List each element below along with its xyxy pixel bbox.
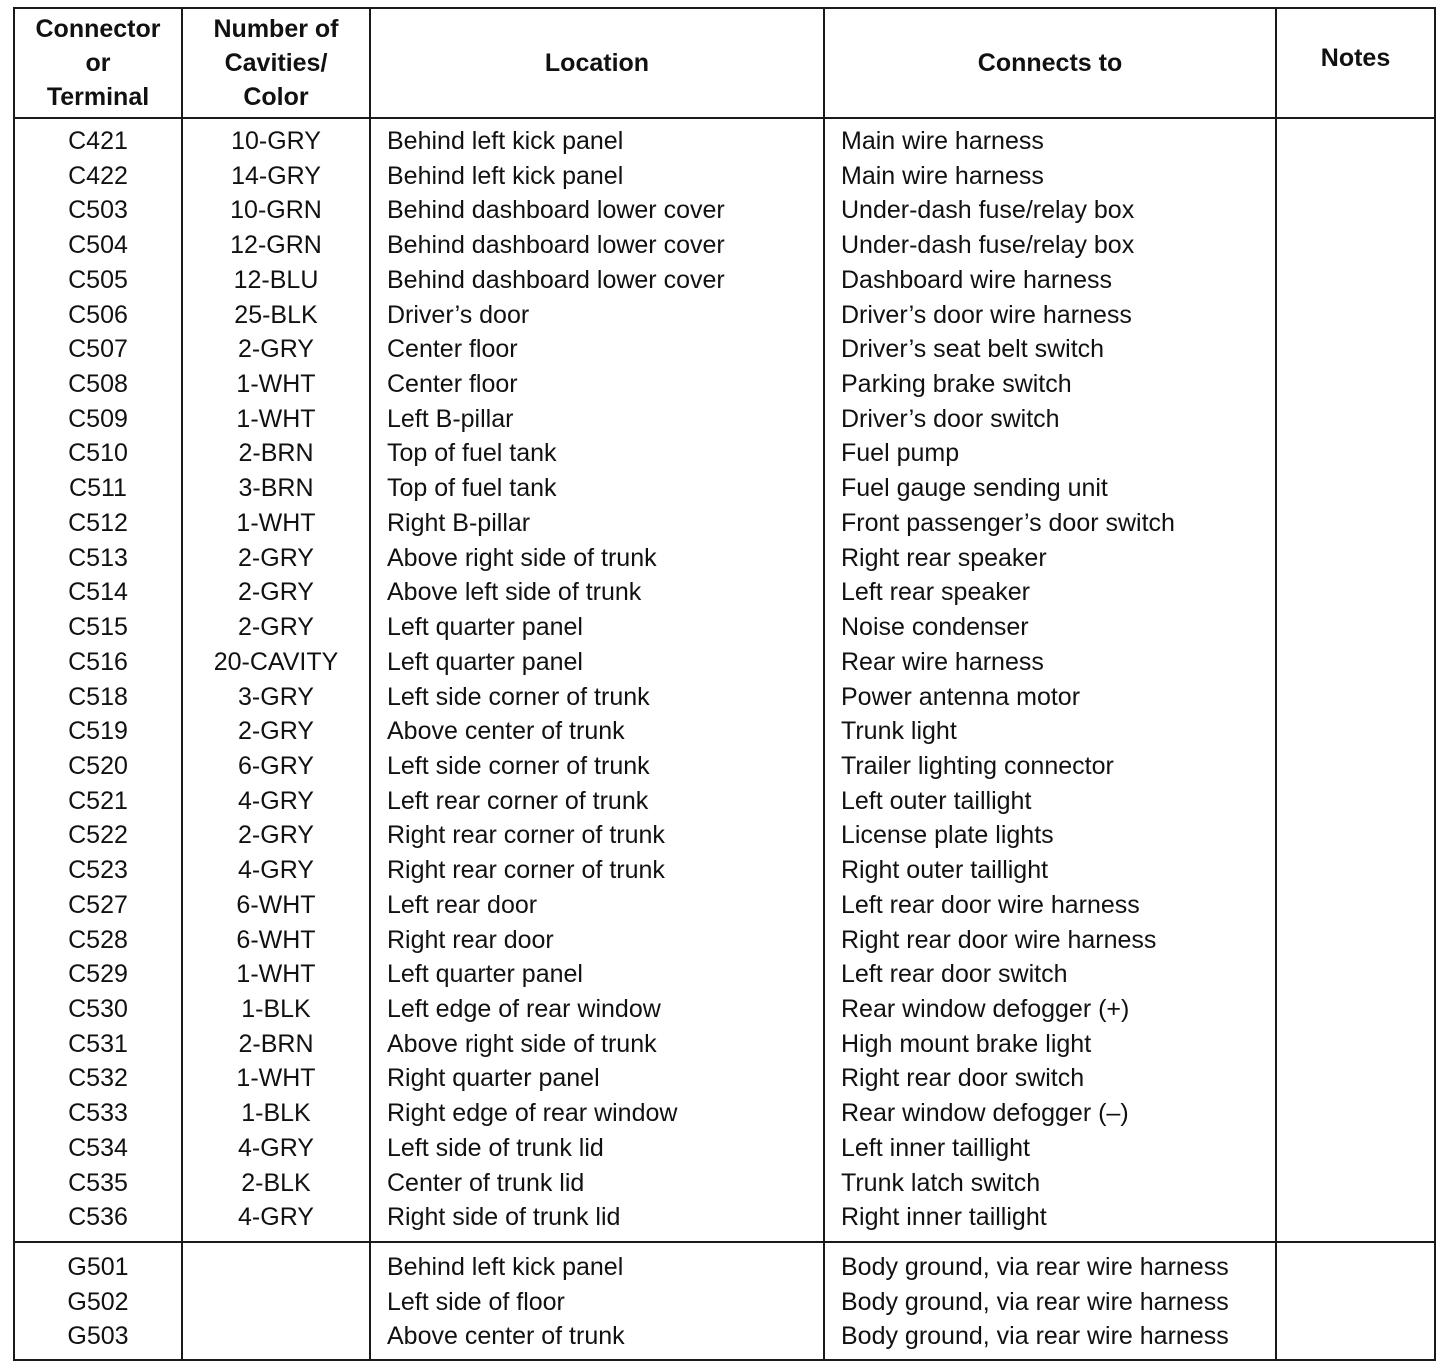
ground-row — [15, 1250, 1434, 1285]
location-cell: Center floor — [387, 370, 518, 399]
connector-cell: C527 — [68, 890, 128, 919]
connector-cell: C510 — [68, 439, 128, 468]
cavities-cell: 3-GRY — [238, 682, 314, 711]
table-row — [15, 888, 1434, 923]
cavities-cell: 4-GRY — [238, 1133, 314, 1162]
table-row — [15, 1200, 1434, 1235]
connects-to-cell: Driver’s seat belt switch — [841, 335, 1105, 364]
connects-to-cell: Under-dash fuse/relay box — [841, 231, 1135, 260]
table-row — [15, 506, 1434, 541]
location-cell: Behind left kick panel — [387, 127, 624, 155]
location-cell: Behind dashboard lower cover — [387, 231, 725, 260]
cavities-cell: 4-GRY — [238, 856, 314, 885]
cavities-cell: 3-BRN — [238, 474, 314, 503]
connects-to-cell: Driver’s door switch — [841, 404, 1060, 433]
table-row — [15, 228, 1434, 263]
cavities-cell: 1-WHT — [236, 370, 316, 399]
cavities-cell: 2-GRY — [238, 717, 314, 746]
connector-cell: C522 — [68, 821, 128, 850]
connects-to-cell: Main wire harness — [841, 161, 1044, 190]
table-row — [15, 714, 1434, 749]
table-row — [15, 749, 1434, 784]
connects-to-cell: Rear wire harness — [841, 647, 1044, 676]
location-cell: Left side of floor — [387, 1287, 565, 1316]
location-cell: Right side of trunk lid — [387, 1203, 621, 1232]
location-cell: Right quarter panel — [387, 1064, 600, 1093]
cavities-cell: 1-WHT — [236, 508, 316, 537]
connector-cell: C504 — [68, 231, 128, 260]
connects-to-cell: Rear window defogger (–) — [841, 1099, 1129, 1128]
location-cell: Behind dashboard lower cover — [387, 196, 725, 225]
connects-to-cell: Right outer taillight — [841, 856, 1049, 885]
connector-cell: C508 — [68, 370, 128, 399]
table-row — [15, 541, 1434, 576]
connector-cell: G503 — [67, 1322, 129, 1351]
cavities-cell: 10-GRY — [231, 127, 321, 155]
cavities-cell: 2-GRY — [238, 543, 314, 572]
cavities-cell: 1-BLK — [241, 1099, 311, 1128]
table-row — [15, 957, 1434, 992]
connector-cell: C515 — [68, 613, 128, 642]
table-row — [15, 853, 1434, 888]
connector-cell: C513 — [68, 543, 128, 572]
connects-to-cell: Left inner taillight — [841, 1133, 1031, 1162]
connector-cell: C507 — [68, 335, 128, 364]
connects-to-cell: Main wire harness — [841, 127, 1044, 155]
table-row — [15, 575, 1434, 610]
connects-to-cell: Under-dash fuse/relay box — [841, 196, 1135, 225]
cavities-cell: 2-GRY — [238, 335, 314, 364]
table-row — [15, 1166, 1434, 1201]
location-cell: Above center of trunk — [387, 1322, 625, 1351]
connector-cell: C520 — [68, 751, 128, 780]
connector-cell: C528 — [68, 925, 128, 954]
location-cell: Top of fuel tank — [387, 439, 557, 468]
location-cell: Behind left kick panel — [387, 1253, 624, 1281]
connects-to-cell: Trailer lighting connector — [841, 751, 1114, 780]
connects-to-cell: License plate lights — [841, 821, 1054, 850]
table-row — [15, 471, 1434, 506]
location-cell: Left quarter panel — [387, 960, 583, 989]
cavities-cell: 4-GRY — [238, 1203, 314, 1232]
location-cell: Left side corner of trunk — [387, 751, 650, 780]
connects-to-cell: Left rear speaker — [841, 578, 1030, 607]
connects-to-cell: Front passenger’s door switch — [841, 508, 1175, 537]
location-cell: Above left side of trunk — [387, 578, 642, 607]
location-cell: Right rear corner of trunk — [387, 821, 665, 850]
cavities-cell: 12-GRN — [230, 231, 322, 260]
location-cell: Left rear corner of trunk — [387, 786, 649, 815]
ground-row — [15, 1319, 1434, 1354]
table-row — [15, 923, 1434, 958]
cavities-cell: 20-CAVITY — [213, 647, 339, 676]
cavities-cell: 1-WHT — [236, 404, 316, 433]
connects-to-cell: Body ground, via rear wire harness — [841, 1287, 1229, 1316]
table-row — [15, 645, 1434, 680]
cavities-cell: 4-GRY — [238, 786, 314, 815]
cavities-cell: 2-GRY — [238, 578, 314, 607]
cavities-cell: 6-GRY — [238, 751, 314, 780]
header-notes: Notes — [1320, 44, 1391, 72]
table-row — [15, 298, 1434, 333]
connector-cell: C518 — [68, 682, 128, 711]
location-cell: Driver’s door — [387, 300, 530, 329]
cavities-cell: 1-BLK — [241, 995, 311, 1023]
location-cell: Right rear corner of trunk — [387, 856, 665, 885]
connector-cell: C523 — [68, 856, 128, 885]
table-row — [15, 680, 1434, 715]
location-cell: Top of fuel tank — [387, 474, 557, 503]
connects-to-cell: Dashboard wire harness — [841, 265, 1112, 294]
cavities-cell: 2-GRY — [238, 821, 314, 850]
table-row — [15, 332, 1434, 367]
table-row — [15, 1131, 1434, 1166]
connector-cell: C512 — [68, 508, 128, 537]
table-row — [15, 367, 1434, 402]
location-cell: Above right side of trunk — [387, 543, 657, 572]
connects-to-cell: Fuel pump — [841, 439, 960, 468]
table-row — [15, 159, 1434, 194]
location-cell: Left B-pillar — [387, 404, 514, 433]
table-row — [15, 124, 1434, 159]
location-cell: Left side of trunk lid — [387, 1133, 604, 1162]
header-divider — [13, 117, 1436, 119]
connects-to-cell: Trunk light — [841, 717, 957, 746]
location-cell: Left quarter panel — [387, 647, 583, 676]
connects-to-cell: Power antenna motor — [841, 682, 1081, 711]
connector-cell: C535 — [68, 1168, 128, 1197]
connector-cell: C534 — [68, 1133, 128, 1162]
connects-to-cell: Left rear door wire harness — [841, 890, 1140, 919]
location-cell: Left quarter panel — [387, 613, 583, 642]
connects-to-cell: Fuel gauge sending unit — [841, 474, 1108, 503]
table-row — [15, 610, 1434, 645]
connector-cell: C529 — [68, 960, 128, 989]
table-row — [15, 193, 1434, 228]
connects-to-cell: Driver’s door wire harness — [841, 300, 1132, 329]
connector-cell: G502 — [67, 1287, 129, 1316]
header-cavities: Number of Cavities/ Color — [213, 15, 339, 111]
cavities-cell: 2-GRY — [238, 613, 314, 642]
table-row — [15, 263, 1434, 298]
table-row — [15, 784, 1434, 819]
location-cell: Left edge of rear window — [387, 995, 661, 1023]
table-row — [15, 436, 1434, 471]
cavities-cell: 1-WHT — [236, 1064, 316, 1093]
connector-cell: C533 — [68, 1099, 128, 1128]
cavities-cell: 1-WHT — [236, 960, 316, 989]
ground-row — [15, 1285, 1434, 1320]
cavities-cell: 2-BRN — [238, 439, 314, 468]
cavities-cell: 25-BLK — [234, 300, 318, 329]
connector-cell: C536 — [68, 1203, 128, 1232]
location-cell: Right rear door — [387, 925, 554, 954]
location-cell: Left side corner of trunk — [387, 682, 650, 711]
cavities-cell: 2-BLK — [241, 1168, 311, 1197]
connects-to-cell: Right rear door switch — [841, 1064, 1085, 1093]
connector-cell: C532 — [68, 1064, 128, 1093]
connector-cell: C421 — [68, 127, 128, 155]
location-cell: Above center of trunk — [387, 717, 625, 746]
table-row — [15, 1027, 1434, 1062]
connector-cell: C530 — [68, 995, 128, 1023]
connects-to-cell: Body ground, via rear wire harness — [841, 1253, 1229, 1281]
connects-to-cell: High mount brake light — [841, 1029, 1092, 1058]
connects-to-cell: Body ground, via rear wire harness — [841, 1322, 1229, 1351]
location-cell: Right edge of rear window — [387, 1099, 678, 1128]
location-cell: Behind left kick panel — [387, 161, 624, 190]
table-row — [15, 402, 1434, 437]
table-row — [15, 1061, 1434, 1096]
connects-to-cell: Right inner taillight — [841, 1203, 1047, 1232]
connector-cell: C514 — [68, 578, 128, 607]
connects-to-cell: Right rear door wire harness — [841, 925, 1157, 954]
connector-cell: C531 — [68, 1029, 128, 1058]
location-cell: Left rear door — [387, 890, 538, 919]
location-cell: Center of trunk lid — [387, 1168, 585, 1197]
connector-cell: C521 — [68, 786, 128, 815]
connects-to-cell: Trunk latch switch — [841, 1168, 1041, 1197]
header-connects-to: Connects to — [977, 49, 1123, 77]
connects-to-cell: Left outer taillight — [841, 786, 1032, 815]
connector-cell: C516 — [68, 647, 128, 676]
connector-cell: C519 — [68, 717, 128, 746]
header-location: Location — [544, 49, 650, 77]
location-cell: Above right side of trunk — [387, 1029, 657, 1058]
table-row — [15, 1096, 1434, 1131]
connector-cell: C506 — [68, 300, 128, 329]
connects-to-cell: Parking brake switch — [841, 370, 1072, 399]
table-row — [15, 992, 1434, 1027]
connector-cell: G501 — [67, 1253, 129, 1281]
cavities-cell: 6-WHT — [236, 925, 316, 954]
cavities-cell: 2-BRN — [238, 1029, 314, 1058]
connects-to-cell: Left rear door switch — [841, 960, 1068, 989]
connector-cell: C422 — [68, 161, 128, 190]
cavities-cell: 12-BLU — [233, 265, 319, 294]
cavities-cell: 14-GRY — [231, 161, 321, 190]
connector-cell: C509 — [68, 404, 128, 433]
connects-to-cell: Rear window defogger (+) — [841, 995, 1130, 1023]
cavities-cell: 6-WHT — [236, 890, 316, 919]
table-row — [15, 818, 1434, 853]
location-cell: Center floor — [387, 335, 518, 364]
section-divider — [13, 1241, 1436, 1243]
header-connector: Connector or Terminal — [35, 15, 161, 111]
location-cell: Right B-pillar — [387, 508, 531, 537]
location-cell: Behind dashboard lower cover — [387, 265, 725, 294]
connector-cell: C503 — [68, 196, 128, 225]
connector-cell: C505 — [68, 265, 128, 294]
cavities-cell: 10-GRN — [230, 196, 322, 225]
connects-to-cell: Right rear speaker — [841, 543, 1047, 572]
connector-cell: C511 — [69, 474, 127, 503]
connects-to-cell: Noise condenser — [841, 613, 1029, 642]
